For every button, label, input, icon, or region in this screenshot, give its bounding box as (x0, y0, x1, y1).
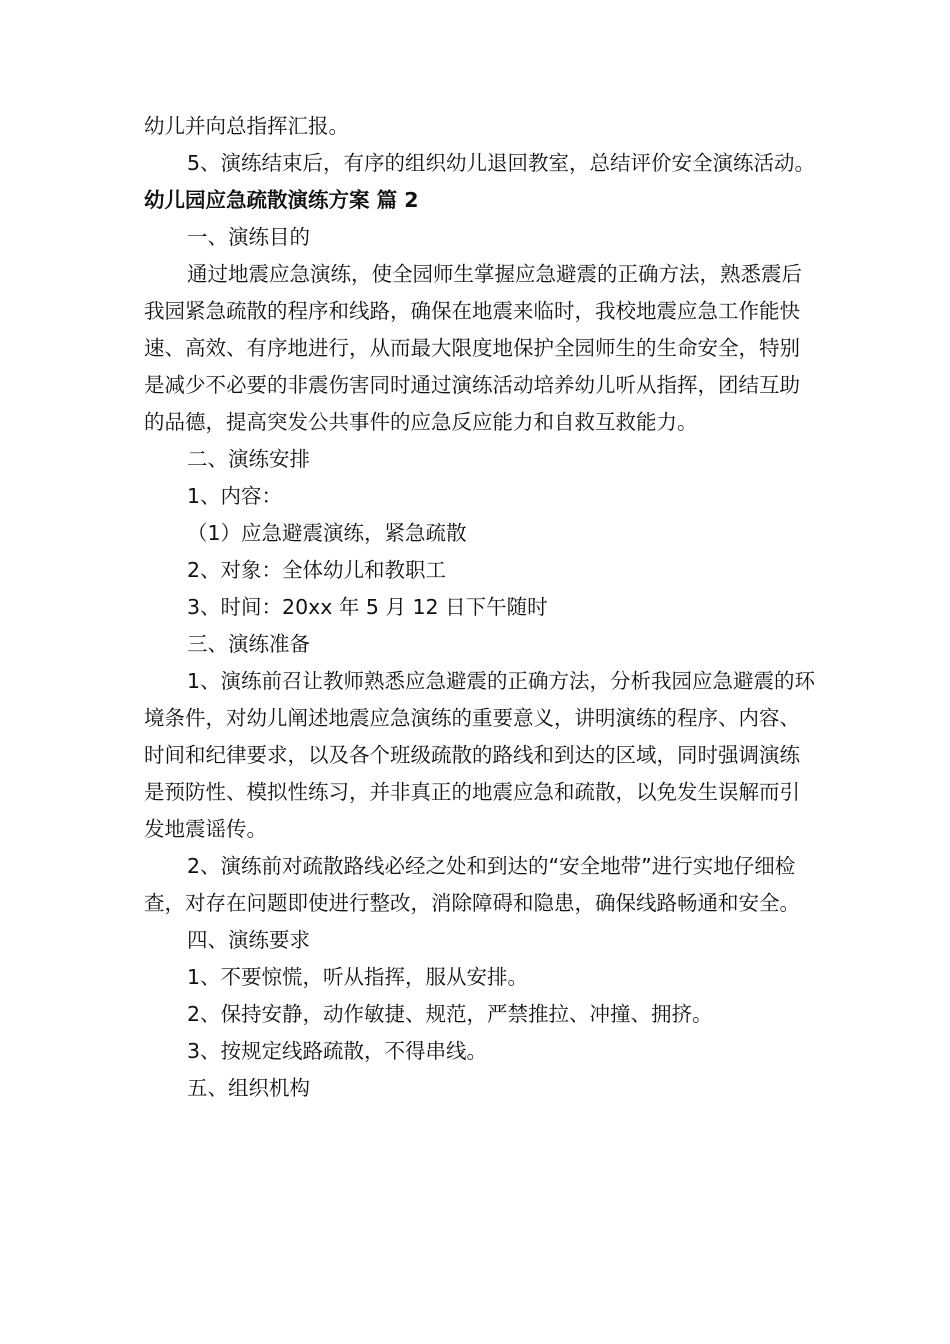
list-item: （1）应急避震演练，紧急疏散 (187, 521, 467, 545)
paragraph: 5、演练结束后，有序的组织幼儿退回教室，总结评价安全演练活动。 (187, 151, 816, 175)
subheading: 一、演练目的 (187, 225, 310, 249)
list-item: 1、不要惊慌，听从指挥，服从安排。 (187, 965, 529, 989)
section-heading: 幼儿园应急疏散演练方案 篇 2 (144, 188, 419, 212)
list-item: 2、对象：全体幼儿和教职工 (187, 558, 447, 582)
list-item: 3、时间：20xx 年 5 月 12 日下午随时 (187, 595, 548, 619)
subheading: 四、演练要求 (187, 928, 310, 952)
paragraph: 1、演练前召让教师熟悉应急避震的正确方法，分析我园应急避震的环境条件，对幼儿阐述地震应急演练的重要意义，讲明演练的程序、内容、时间和纪律要求，以及各个班级疏散的路线和到达的区域，同时强调演练是预防性、模拟性练习，并非真正的地震应急和疏散，以免发生误解而引发地震谣传。 (144, 669, 816, 841)
list-item: 2、保持安静，动作敏捷、规范，严禁推拉、冲撞、拥挤。 (187, 1002, 713, 1026)
paragraph: 通过地震应急演练，使全园师生掌握应急避震的正确方法，熟悉震后我园紧急疏散的程序和线路，确保在地震来临时，我校地震应急工作能快速、高效、有序地进行，从而最大限度地保护全园师生的生命安全，特别是减少不必要的非震伤害同时通过演练活动培养幼儿听从指挥，团结互助的品德，提高突发公共事件的应急反应能力和自救互救能力。 (144, 262, 802, 434)
list-item: 1、内容： (187, 484, 283, 508)
document-body (144, 108, 816, 1107)
subheading: 二、演练安排 (187, 447, 310, 471)
paragraph: 幼儿并向总指挥汇报。 (144, 114, 349, 138)
subheading: 三、演练准备 (187, 632, 310, 656)
list-item: 3、按规定线路疏散，不得串线。 (187, 1039, 488, 1063)
subheading: 五、组织机构 (187, 1076, 310, 1100)
paragraph: 2、演练前对疏散路线必经之处和到达的“安全地带”进行实地仔细检查，对存在问题即使进行整改，消除障碍和隐患，确保线路畅通和安全。 (144, 854, 800, 915)
